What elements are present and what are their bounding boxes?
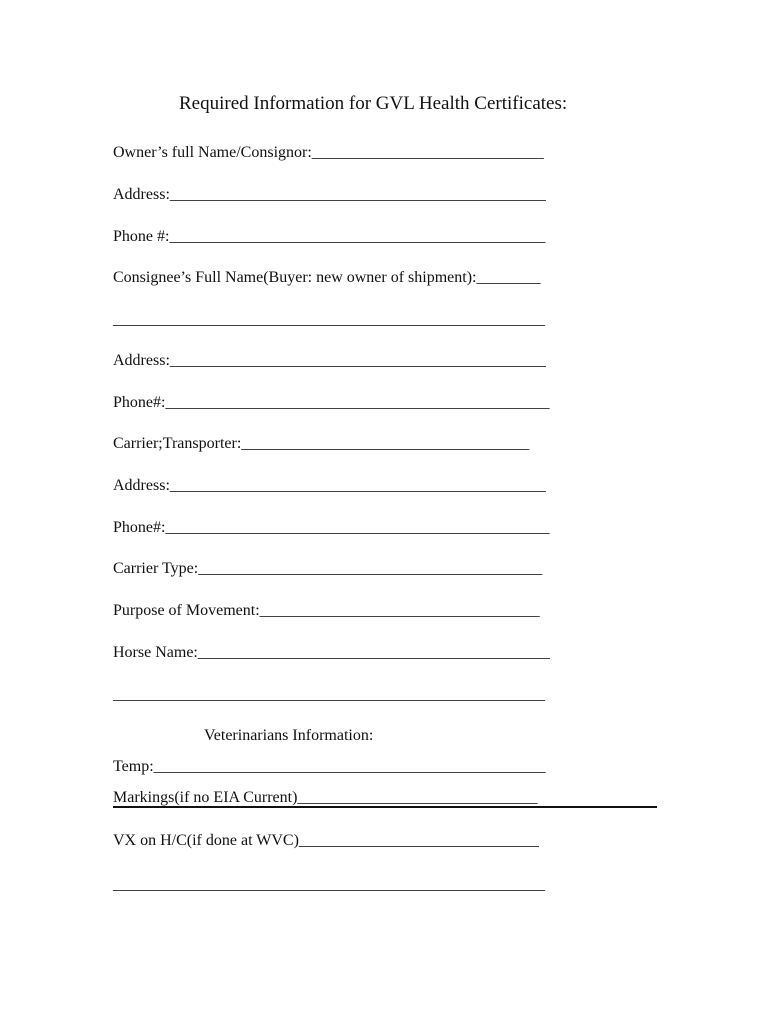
carrier-phone-field[interactable]: Phone#:________________________________________________: [113, 519, 550, 536]
carrier-transporter-field[interactable]: Carrier;Transporter:____________________________________: [113, 435, 530, 452]
vet-section-heading: Veterinarians Information:: [204, 727, 374, 744]
carrier-type-field[interactable]: Carrier Type:___________________________________________: [113, 560, 543, 577]
consignee-phone-field[interactable]: Phone#:________________________________________________: [113, 394, 550, 411]
owner-name-field[interactable]: Owner’s full Name/Consignor:_____________________________: [113, 144, 544, 161]
purpose-of-movement-field[interactable]: Purpose of Movement:___________________________________: [113, 602, 540, 619]
temp-field[interactable]: Temp:_________________________________________________: [113, 758, 546, 775]
owner-address-field[interactable]: Address:_______________________________________________: [113, 186, 546, 203]
vx-on-hc-field[interactable]: VX on H/C(if done at WVC)______________________________: [113, 832, 539, 849]
vx-continuation-field[interactable]: ______________________________________________________: [113, 876, 545, 893]
consignee-name-continuation-field[interactable]: ______________________________________________________: [113, 311, 545, 328]
markings-rule-divider: [113, 806, 657, 808]
consignee-name-field[interactable]: Consignee’s Full Name(Buyer: new owner of shipment):________: [113, 269, 541, 286]
markings-field[interactable]: Markings(if no EIA Current)______________________________: [113, 789, 538, 806]
page-title: Required Information for GVL Health Certificates:: [179, 93, 568, 114]
horse-name-continuation-field[interactable]: ______________________________________________________: [113, 686, 545, 703]
owner-phone-field[interactable]: Phone #:_______________________________________________: [113, 228, 546, 245]
horse-name-field[interactable]: Horse Name:____________________________________________: [113, 644, 550, 661]
consignee-address-field[interactable]: Address:_______________________________________________: [113, 352, 546, 369]
carrier-address-field[interactable]: Address:_______________________________________________: [113, 477, 546, 494]
